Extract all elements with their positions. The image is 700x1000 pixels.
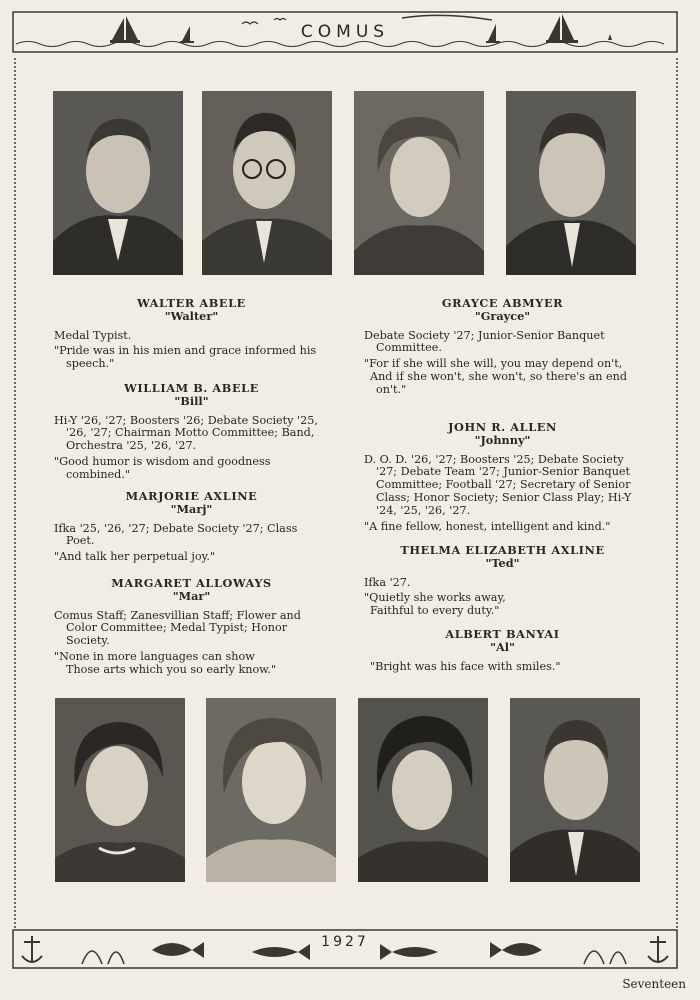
student-quote: "Pride was in his mien and grace informed his speech.": [54, 344, 317, 371]
student-nickname: "Ted": [485, 555, 520, 570]
student-activities: Debate Society '27; Junior-Senior Banquet Committee.: [364, 328, 605, 355]
student-nickname: "Marj": [170, 501, 213, 516]
student-quote: "For if she will she will, you may depend on't, And if she won't, she won't, so there's an end on't.": [364, 357, 628, 396]
student-quote: "Quietly she works away, Faithful to every duty.": [364, 591, 506, 618]
portrait-photo: [510, 698, 640, 882]
student-activities: Comus Staff; Zanesvillian Staff; Flower and Color Committee; Medal Typist; Honor Society.: [54, 608, 301, 648]
year-label: 1927: [321, 934, 369, 950]
student-name: THELMA ELIZABETH AXLINE: [400, 543, 605, 557]
student-entry: [54, 490, 329, 564]
student-quote: "A fine fellow, honest, intelligent and kind.": [364, 519, 611, 533]
seaweed-icon: [584, 951, 626, 964]
student-entry: [364, 628, 641, 673]
header-banner: [12, 10, 678, 56]
right-dotted-border: [676, 58, 678, 928]
student-activities: Ifka '25, '26, '27; Debate Society '27; Class Poet.: [54, 521, 298, 548]
student-entry: [54, 297, 329, 371]
student-nickname: "Mar": [172, 588, 211, 603]
student-name: WILLIAM B. ABELE: [124, 381, 259, 395]
student-quote: "And talk her perpetual joy.": [54, 550, 216, 564]
student-quote: "None in more languages can show Those arts which you so early know.": [54, 649, 277, 676]
page-title: COMUS: [300, 22, 390, 42]
student-nickname: "Al": [490, 639, 515, 654]
student-name: MARJORIE AXLINE: [125, 489, 258, 503]
portrait-photo: [354, 91, 484, 275]
portrait-photo: [55, 698, 185, 882]
student-nickname: "Grayce": [474, 308, 531, 323]
footer-banner: [12, 928, 678, 972]
left-dotted-border: [14, 58, 16, 928]
student-quote: "Bright was his face with smiles.": [370, 659, 561, 673]
student-entry: [364, 544, 641, 618]
student-name: MARGARET ALLOWAYS: [111, 576, 272, 590]
portrait-photo: [506, 91, 636, 275]
student-quote: "Good humor is wisdom and goodness combined.": [54, 454, 271, 481]
student-nickname: "Bill": [174, 393, 209, 408]
student-name: WALTER ABELE: [137, 296, 246, 310]
student-entry: [364, 421, 641, 533]
portrait-photo: [202, 91, 332, 275]
student-activities: D. O. D. '26, '27; Boosters '25; Debate Society '27; Debate Team '27; Junior-Senior Banquet Committee; Football '27; Secretary of Senior Class; Honor Society; Senior Class Play; Hi-Y '24, '25, '26, '27.: [364, 452, 632, 517]
student-name: GRAYCE ABMYER: [441, 296, 564, 310]
student-name: JOHN R. ALLEN: [448, 420, 557, 434]
student-nickname: "Walter": [164, 308, 219, 323]
portrait-photo: [358, 698, 488, 882]
student-nickname: "Johnny": [474, 432, 531, 447]
portrait-photo: [206, 698, 336, 882]
student-activities: Hi-Y '26, '27; Boosters '26; Debate Society '25, '26, '27; Chairman Motto Committee; Band, Orchestra '25, '26, '27.: [54, 413, 318, 453]
page-number: Seventeen: [622, 977, 686, 991]
student-entry: [364, 297, 641, 397]
seaweed-icon: [82, 951, 124, 964]
student-entry: [54, 577, 329, 677]
student-activities: Ifka '27.: [364, 575, 411, 589]
student-activities: Medal Typist.: [54, 328, 132, 342]
portrait-photo: [53, 91, 183, 275]
cloud-line: [402, 15, 492, 20]
student-entry: [54, 382, 329, 482]
student-name: ALBERT BANYAI: [445, 627, 560, 641]
